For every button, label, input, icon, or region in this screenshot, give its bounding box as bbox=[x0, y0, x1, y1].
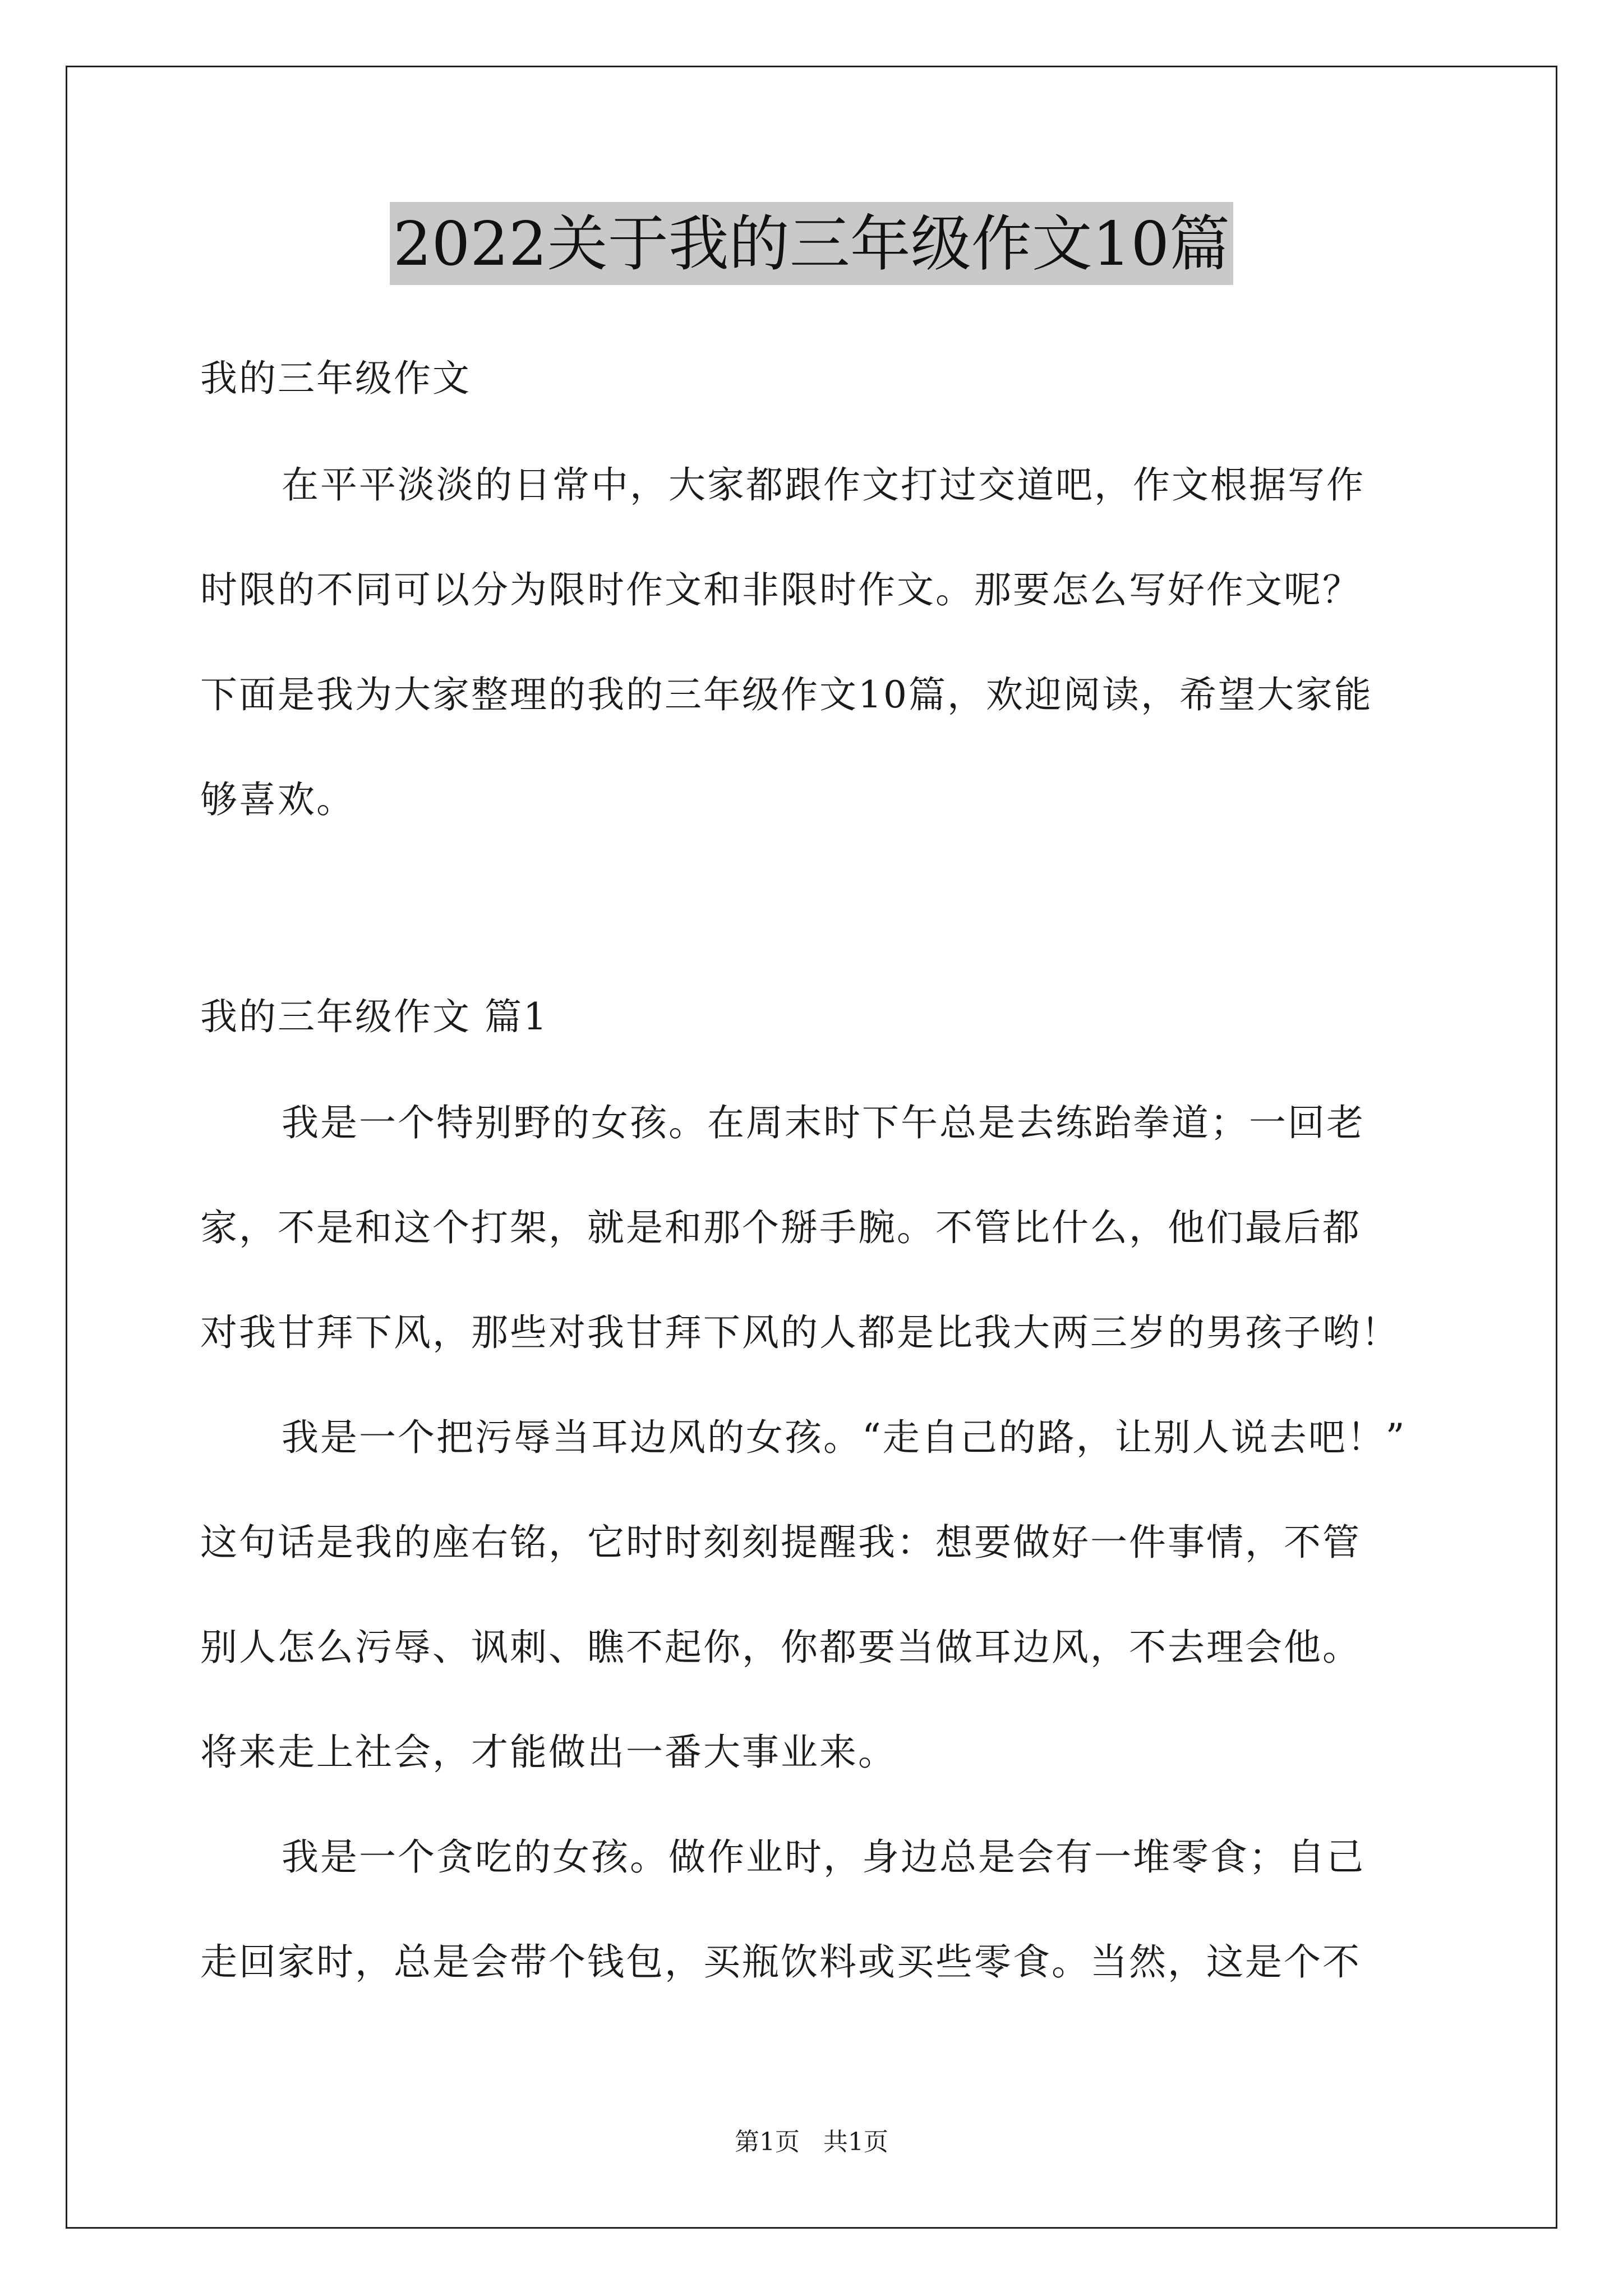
page-footer: 第1页 共1页 bbox=[735, 2128, 888, 2156]
document-title: 2022关于我的三年级作文10篇 bbox=[390, 202, 1233, 285]
intro-line-1: 在平平淡淡的日常中，大家都跟作文打过交道吧，作文根据写作 bbox=[282, 463, 1365, 507]
section1-line-8: 我是一个贪吃的女孩。做作业时，身边总是会有一堆零食；自己 bbox=[282, 1835, 1365, 1879]
section1-line-9: 走回家时，总是会带个钱包，买瓶饮料或买些零食。当然，这是个不 bbox=[200, 1940, 1361, 1984]
section1-line-6: 别人怎么污辱、讽刺、瞧不起你，你都要当做耳边风，不去理会他。 bbox=[200, 1626, 1361, 1669]
section1-heading: 我的三年级作文 篇1 bbox=[200, 995, 548, 1038]
intro-line-4: 够喜欢。 bbox=[200, 778, 355, 821]
intro-heading: 我的三年级作文 bbox=[200, 357, 471, 400]
section1-line-1: 我是一个特别野的女孩。在周末时下午总是去练跆拳道；一回老 bbox=[282, 1101, 1365, 1144]
intro-line-2: 时限的不同可以分为限时作文和非限时作文。那要怎么写好作文呢？ bbox=[200, 568, 1361, 611]
section1-line-2: 家，不是和这个打架，就是和那个掰手腕。不管比什么，他们最后都 bbox=[200, 1206, 1361, 1249]
section1-line-5: 这句话是我的座右铭，它时时刻刻提醒我：想要做好一件事情，不管 bbox=[200, 1521, 1361, 1564]
title-wrap bbox=[0, 202, 1623, 285]
section1-line-7: 将来走上社会，才能做出一番大事业来。 bbox=[200, 1731, 897, 1774]
section1-line-4: 我是一个把污辱当耳边风的女孩。“走自己的路，让别人说去吧！” bbox=[282, 1416, 1407, 1459]
intro-line-3: 下面是我为大家整理的我的三年级作文10篇，欢迎阅读，希望大家能 bbox=[200, 673, 1373, 716]
section1-line-3: 对我甘拜下风，那些对我甘拜下风的人都是比我大两三岁的男孩子哟！ bbox=[200, 1311, 1400, 1354]
